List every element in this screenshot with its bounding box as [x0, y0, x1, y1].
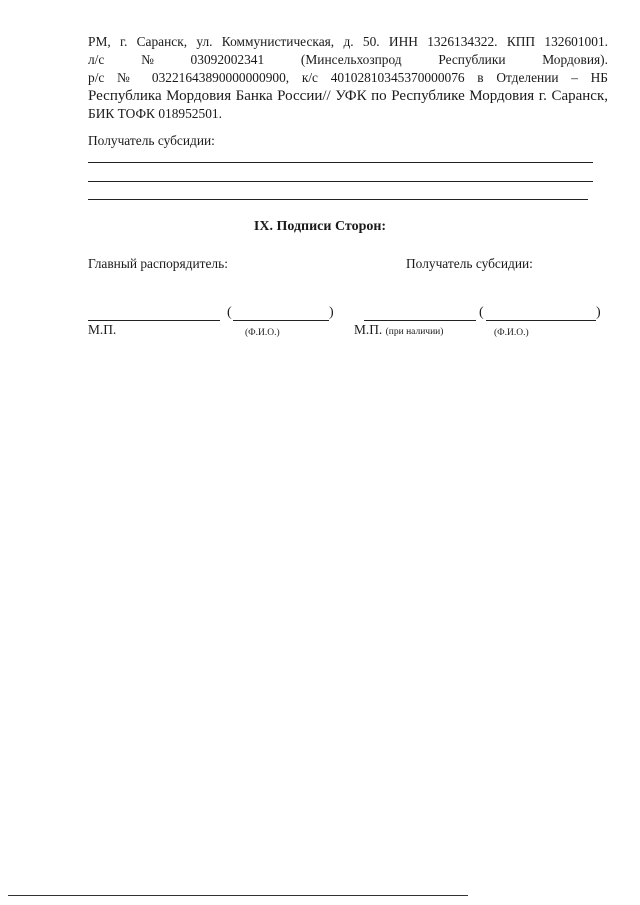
requisites-line-5: БИК ТОФК 018952501.: [88, 106, 222, 121]
left-stamp-label: М.П.: [88, 322, 117, 337]
left-fio-line: [233, 320, 329, 321]
right-signature-line: [364, 320, 476, 321]
requisites-block: [88, 33, 608, 123]
requisites-line-2-part: Мордовия).: [542, 52, 608, 67]
requisites-line-4: Республика Мордовия Банка России// УФК по Республике Мордовия г. Саранск,: [88, 88, 608, 104]
requisites-line-2-part: №: [141, 52, 154, 67]
left-fio-caption: (Ф.И.О.): [245, 328, 280, 338]
right-party-title: Получатель субсидии:: [406, 256, 533, 271]
right-stamp-label: [354, 322, 443, 338]
recipient-line-2: [88, 181, 593, 182]
section-title: IX. Подписи Сторон:: [253, 219, 387, 234]
left-party-title: Главный распорядитель:: [88, 256, 228, 271]
requisites-line-2-part: Республики: [438, 52, 506, 67]
footer-rule: [8, 895, 468, 896]
right-fio-open-paren: (: [479, 305, 484, 320]
requisites-line-1: РМ, г. Саранск, ул. Коммунистическая, д. 50. ИНН 1326134322. КПП 132601001.: [88, 34, 608, 49]
right-fio-line: [486, 320, 596, 321]
recipient-line-3: [88, 199, 588, 200]
left-fio-close-paren: ): [329, 305, 334, 320]
right-stamp-mp: М.П.: [354, 322, 383, 337]
recipient-label: Получатель субсидии:: [88, 133, 215, 148]
left-fio-open-paren: (: [227, 305, 232, 320]
requisites-line-2-part: (Минсельхозпрод: [300, 52, 402, 67]
right-fio-close-paren: ): [596, 305, 601, 320]
requisites-line-3: р/с № 03221643890000000900, к/с 40102810345370000076 в Отделении – НБ: [88, 70, 608, 85]
recipient-line-1: [88, 162, 593, 163]
right-fio-caption: (Ф.И.О.): [494, 328, 529, 338]
requisites-line-2-part: л/с: [88, 52, 105, 67]
requisites-line-2: [88, 51, 608, 69]
requisites-line-2-part: 03092002341: [190, 52, 265, 67]
left-signature-line: [88, 320, 220, 321]
right-stamp-note: (при наличии): [385, 327, 444, 337]
